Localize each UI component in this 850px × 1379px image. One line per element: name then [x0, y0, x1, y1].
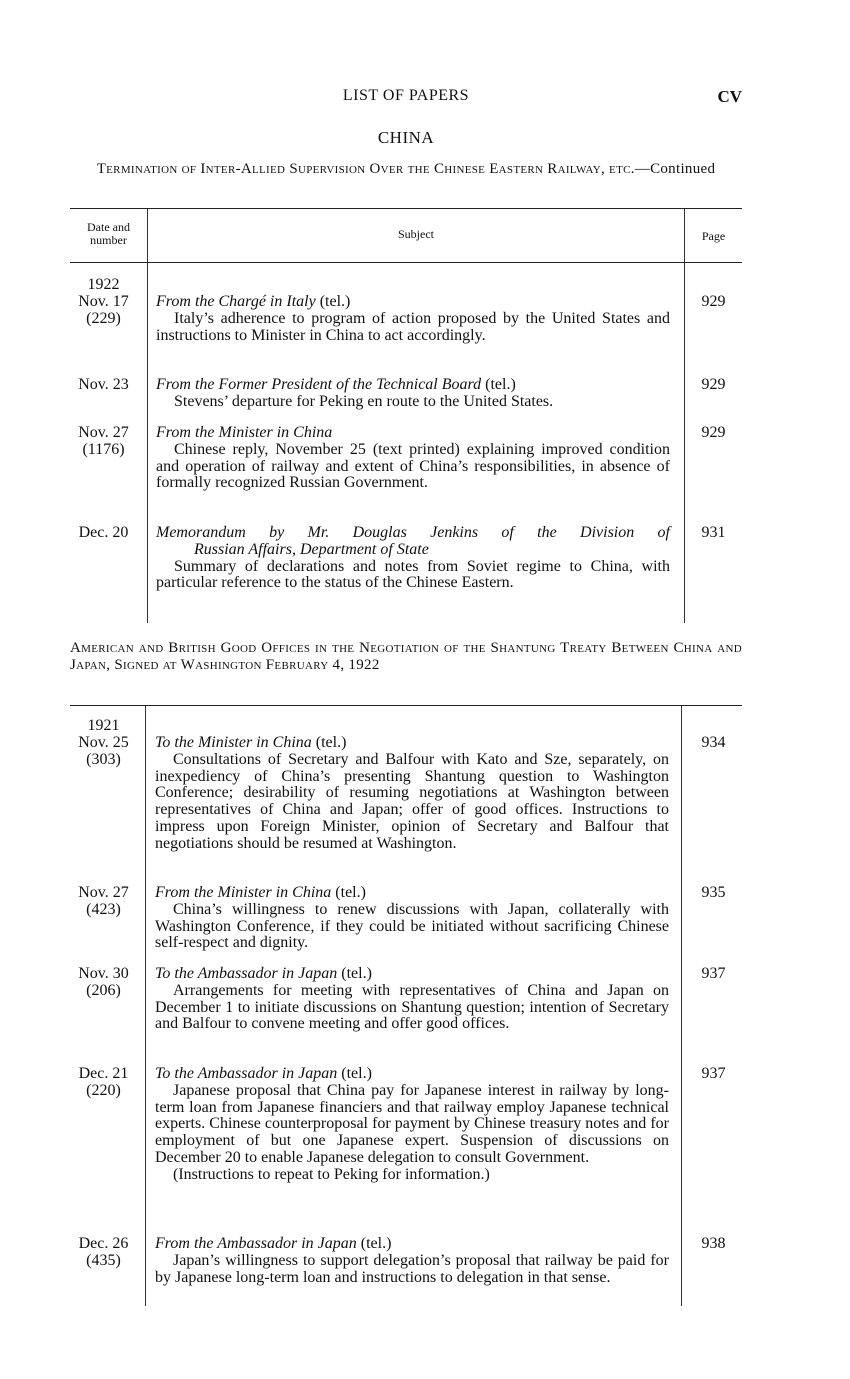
entry-date: Nov. 27 (423): [78, 884, 129, 918]
entry-from: Memorandum by Mr. Douglas Jenkins of the Division of: [156, 524, 670, 541]
entry-summary: Japanese proposal that China pay for Japanese interest in railway by long-term loan from Japanese financiers and that railway employ Japanese technical experts. Chinese counterproposal for payment by Chinese treasury notes and for employment of but one Japanese expert. Suspension of discussions on December 20 to enable Japanese delegation to consult Government.: [155, 1081, 669, 1166]
section2-heading: American and British Good Offices in the Negotiation of the Shantung Treaty Between China and Japan, Signed at Washington February 4, 1922: [70, 640, 742, 673]
entry-summary: Stevens’ departure for Peking en route to the United States.: [174, 392, 554, 410]
entry-from-continued: Russian Affairs, Department of State: [194, 540, 429, 558]
entry-date: Dec. 26 (435): [78, 1235, 129, 1269]
table2-column-rule-right: [681, 706, 682, 1306]
entry-from: From the Chargé in Italy: [156, 293, 316, 310]
page-folio: CV: [717, 87, 742, 106]
entry-subject: From the Minister in China (tel.) China’s willingness to renew discussions with Japan, collaterally with Washington Conference, if they could be initiated without sacrificing Chinese self-respect and dignity.: [155, 884, 669, 952]
entry-subject: From the Former President of the Technical Board (tel.) Stevens’ departure for Peking en route to the United States.: [156, 377, 670, 411]
entry-date: Nov. 23: [78, 376, 129, 393]
entry-note: (Instructions to repeat to Peking for information.): [173, 1165, 490, 1183]
column-header-subject: Subject: [398, 227, 434, 241]
entry-date: Nov. 25 (303): [78, 734, 129, 768]
country-heading: CHINA: [377, 128, 435, 147]
entry-page: 937: [701, 1065, 726, 1082]
entry-from: To the Ambassador in Japan: [155, 965, 338, 982]
entry-page: 934: [701, 734, 726, 751]
table1-header-rule-subject: [148, 262, 684, 263]
entry-page: 938: [701, 1235, 726, 1252]
entry-date: Nov. 27 (1176): [78, 424, 129, 458]
entry-page: 929: [701, 424, 726, 441]
entry-page: 935: [701, 884, 726, 901]
entry-from: From the Minister in China: [155, 884, 332, 901]
entry-summary: Italy’s adherence to program of action proposed by the United States and instructions to Minister in China to act accordingly.: [156, 309, 670, 344]
entry-subject: From the Ambassador in Japan (tel.) Japan’s willingness to support delegation’s proposal that railway be paid for by Japanese long-term loan and instructions to delegation in that sense.: [155, 1235, 669, 1286]
entry-subject: To the Ambassador in Japan (tel.) Japanese proposal that China pay for Japanese interest in railway by long-term loan from Japanese financiers and that railway employ Japanese technical experts. Chinese counterproposal for payment by Chinese treasury notes and for employment of but one Japanese expert. Suspension of discussions on December 20 to enable Japanese delegation to consult Government. (Instructions to repeat to Peking for information.): [155, 1065, 669, 1183]
entry-summary: Chinese reply, November 25 (text printed) explaining improved condition and operation of railway and extent of China’s responsibilities, in absence of formally recognized Russian Government.: [156, 440, 670, 492]
section1-continued: —Continued: [634, 161, 716, 177]
section1-heading: [70, 161, 742, 178]
section2-year: 1921: [87, 717, 120, 734]
table2-top-rule: [70, 705, 742, 706]
entry-subject: From the Chargé in Italy (tel.) Italy’s adherence to program of action proposed by the United States and instructions to Minister in China to act accordingly.: [156, 293, 670, 344]
entry-from: From the Ambassador in Japan: [155, 1235, 357, 1252]
table1-column-rule-right: [684, 209, 685, 623]
running-head: [70, 87, 742, 109]
entry-from: To the Ambassador in Japan: [155, 1065, 338, 1082]
entry-subject: [156, 525, 670, 592]
entry-from: From the Former President of the Technical Board: [156, 376, 482, 393]
entry-summary: Japan’s willingness to support delegation’s proposal that railway be paid for by Japanese long-term loan and instructions to delegation in that sense.: [155, 1251, 669, 1286]
table1-top-rule: [70, 208, 742, 209]
entry-subject: To the Ambassador in Japan (tel.) Arrangements for meeting with representatives of China and Japan on December 1 to initiate discussions on Shantung question; intention of Secretary and Balfour to convene meeting and offer good offices.: [155, 965, 669, 1033]
table1-column-rule-left: [147, 209, 148, 623]
column-header-page: Page: [701, 229, 726, 243]
entry-date: Nov. 30 (206): [78, 965, 129, 999]
running-head-title: LIST OF PAPERS: [342, 87, 470, 104]
entry-date: Dec. 21 (220): [78, 1065, 129, 1099]
table1-header-rule-date: [70, 262, 147, 263]
section1-heading-text: Termination of Inter-Allied Supervision Over the Chinese Eastern Railway, etc.: [96, 161, 635, 177]
table1-header-rule-page: [685, 262, 742, 263]
table2-column-rule-left: [145, 706, 146, 1306]
entry-page: 931: [701, 524, 726, 541]
entry-summary: Summary of declarations and notes from Soviet regime to China, with particular reference to the status of the Chinese Eastern.: [156, 557, 670, 592]
entry-from: To the Minister in China: [155, 734, 312, 751]
entry-summary: Consultations of Secretary and Balfour with Kato and Sze, separately, on inexpediency of China’s presenting Shantung question to Washington Conference; desirability of resuming negotiations at Washington between representatives of China and Japan; offer of good offices. Instructions to impress upon Foreign Minister, opinion of Secretary and Balfour that negotiations should be resumed at Washington.: [155, 750, 669, 852]
entry-subject: [156, 425, 670, 492]
entry-date: Nov. 17 (229): [78, 293, 129, 327]
column-header-date: Date and number: [87, 220, 130, 247]
section1-year: 1922: [87, 276, 120, 293]
entry-page: 937: [701, 965, 726, 982]
entry-from: From the Minister in China: [156, 424, 333, 441]
entry-summary: Arrangements for meeting with representatives of China and Japan on December 1 to initiate discussions on Shantung question; intention of Secretary and Balfour to convene meeting and offer good offices.: [155, 981, 669, 1033]
entry-page: 929: [701, 293, 726, 310]
entry-subject: To the Minister in China (tel.) Consultations of Secretary and Balfour with Kato and Sze, separately, on inexpediency of China’s presenting Shantung question to Washington Conference; desirability of resuming negotiations at Washington between representatives of China and Japan; offer of good offices. Instructions to impress upon Foreign Minister, opinion of Secretary and Balfour that negotiations should be resumed at Washington.: [155, 734, 669, 852]
entry-summary: China’s willingness to renew discussions with Japan, collaterally with Washington Conference, if they could be initiated without sacrificing Chinese self-respect and dignity.: [155, 900, 669, 952]
entry-date: Dec. 20: [78, 524, 129, 541]
entry-page: 929: [701, 376, 726, 393]
